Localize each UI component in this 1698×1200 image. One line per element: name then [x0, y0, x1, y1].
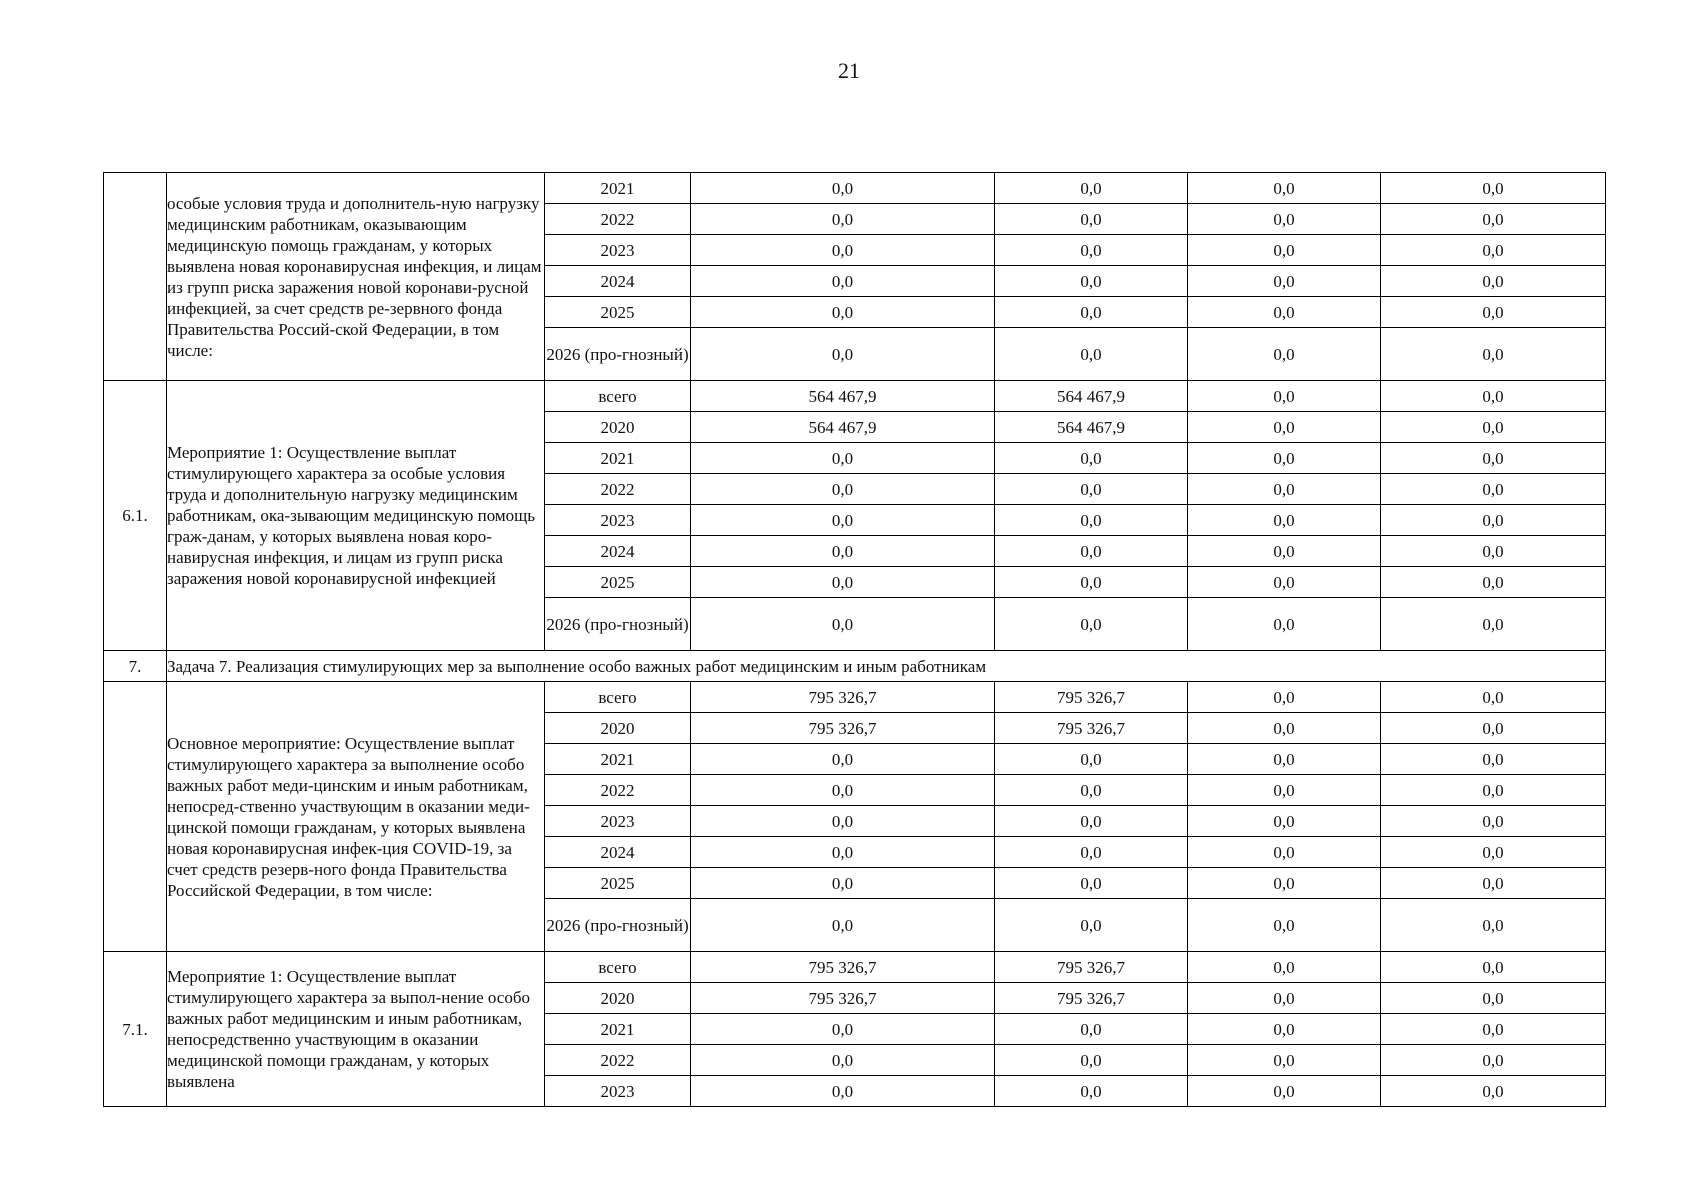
value-cell: 0,0 — [1188, 235, 1381, 266]
value-cell: 564 467,9 — [995, 381, 1188, 412]
value-cell: 0,0 — [995, 868, 1188, 899]
value-cell: 0,0 — [691, 173, 995, 204]
value-cell: 0,0 — [1188, 328, 1381, 381]
value-cell: 0,0 — [1381, 567, 1606, 598]
value-cell: 0,0 — [995, 806, 1188, 837]
year-cell: 2021 — [545, 1014, 691, 1045]
year-cell: 2020 — [545, 983, 691, 1014]
value-cell: 0,0 — [691, 505, 995, 536]
value-cell: 0,0 — [1188, 952, 1381, 983]
value-cell: 0,0 — [691, 443, 995, 474]
year-cell: 2021 — [545, 744, 691, 775]
value-cell: 0,0 — [995, 1076, 1188, 1107]
value-cell: 564 467,9 — [691, 381, 995, 412]
value-cell: 0,0 — [995, 899, 1188, 952]
value-cell: 0,0 — [1188, 173, 1381, 204]
value-cell: 0,0 — [1188, 713, 1381, 744]
year-cell: всего — [545, 952, 691, 983]
item-number: 7.1. — [104, 952, 167, 1107]
value-cell: 0,0 — [995, 235, 1188, 266]
year-cell: 2022 — [545, 204, 691, 235]
value-cell: 0,0 — [1188, 983, 1381, 1014]
value-cell: 0,0 — [1381, 297, 1606, 328]
value-cell: 795 326,7 — [995, 713, 1188, 744]
value-cell: 0,0 — [1188, 868, 1381, 899]
item-number — [104, 173, 167, 381]
value-cell: 0,0 — [1188, 1014, 1381, 1045]
value-cell: 0,0 — [1381, 744, 1606, 775]
task-row — [104, 651, 1606, 682]
value-cell: 0,0 — [995, 775, 1188, 806]
year-cell: 2023 — [545, 505, 691, 536]
value-cell: 0,0 — [691, 266, 995, 297]
value-cell: 0,0 — [691, 297, 995, 328]
table-row — [104, 173, 1606, 204]
year-cell: 2021 — [545, 443, 691, 474]
value-cell: 0,0 — [1188, 806, 1381, 837]
value-cell: 0,0 — [691, 1076, 995, 1107]
value-cell: 0,0 — [995, 598, 1188, 651]
value-cell: 0,0 — [691, 868, 995, 899]
value-cell: 0,0 — [995, 1014, 1188, 1045]
value-cell: 0,0 — [1381, 443, 1606, 474]
value-cell: 0,0 — [995, 297, 1188, 328]
value-cell: 0,0 — [1381, 204, 1606, 235]
value-cell: 0,0 — [691, 837, 995, 868]
task-title: Задача 7. Реализация стимулирующих мер за выполнение особо важных работ медицинским и иным работникам — [167, 651, 1606, 682]
value-cell: 0,0 — [995, 204, 1188, 235]
value-cell: 0,0 — [691, 775, 995, 806]
table-row — [104, 682, 1606, 713]
value-cell: 0,0 — [1188, 266, 1381, 297]
year-cell: 2024 — [545, 837, 691, 868]
value-cell: 0,0 — [1188, 505, 1381, 536]
year-cell: 2025 — [545, 868, 691, 899]
value-cell: 795 326,7 — [995, 983, 1188, 1014]
year-cell: 2022 — [545, 1045, 691, 1076]
value-cell: 0,0 — [1381, 381, 1606, 412]
table-row — [104, 952, 1606, 983]
value-cell: 0,0 — [691, 474, 995, 505]
value-cell: 0,0 — [1188, 744, 1381, 775]
item-description: Мероприятие 1: Осуществление выплат стимулирующего характера за особые условия труда и дополнительную нагрузку медицинским работникам, ока-зывающим медицинскую помощь граж-данам, у которых выявлена новая коро-навирусная инфекция, и лицам из групп риска заражения новой коронавирусной инфекцией — [167, 381, 545, 651]
value-cell: 0,0 — [995, 1045, 1188, 1076]
value-cell: 795 326,7 — [691, 713, 995, 744]
value-cell: 0,0 — [1188, 775, 1381, 806]
value-cell: 0,0 — [1381, 806, 1606, 837]
value-cell: 0,0 — [1381, 983, 1606, 1014]
value-cell: 0,0 — [1381, 474, 1606, 505]
value-cell: 0,0 — [1381, 899, 1606, 952]
value-cell: 0,0 — [1188, 297, 1381, 328]
value-cell: 0,0 — [1381, 1045, 1606, 1076]
value-cell: 0,0 — [1188, 598, 1381, 651]
value-cell: 0,0 — [1188, 412, 1381, 443]
table-row — [104, 381, 1606, 412]
task-number: 7. — [104, 651, 167, 682]
value-cell: 0,0 — [995, 443, 1188, 474]
value-cell: 0,0 — [1188, 474, 1381, 505]
year-cell: всего — [545, 381, 691, 412]
value-cell: 0,0 — [995, 474, 1188, 505]
value-cell: 0,0 — [1381, 1014, 1606, 1045]
year-cell: 2022 — [545, 775, 691, 806]
year-cell: 2021 — [545, 173, 691, 204]
value-cell: 0,0 — [1381, 412, 1606, 443]
value-cell: 0,0 — [691, 328, 995, 381]
value-cell: 0,0 — [995, 837, 1188, 868]
budget-table-body — [104, 173, 1606, 1107]
year-cell: 2022 — [545, 474, 691, 505]
year-cell: 2024 — [545, 266, 691, 297]
value-cell: 795 326,7 — [691, 983, 995, 1014]
value-cell: 0,0 — [995, 266, 1188, 297]
item-number: 6.1. — [104, 381, 167, 651]
year-cell: 2025 — [545, 567, 691, 598]
value-cell: 0,0 — [995, 567, 1188, 598]
value-cell: 0,0 — [1381, 837, 1606, 868]
value-cell: 0,0 — [1188, 567, 1381, 598]
year-cell: 2020 — [545, 713, 691, 744]
value-cell: 0,0 — [1381, 235, 1606, 266]
value-cell: 0,0 — [1381, 1076, 1606, 1107]
year-cell: 2024 — [545, 536, 691, 567]
value-cell: 0,0 — [1188, 536, 1381, 567]
year-cell: 2026 (про-гнозный) — [545, 598, 691, 651]
year-cell: 2026 (про-гнозный) — [545, 899, 691, 952]
value-cell: 0,0 — [995, 173, 1188, 204]
budget-table — [103, 172, 1606, 1107]
value-cell: 0,0 — [1381, 598, 1606, 651]
item-description: Мероприятие 1: Осуществление выплат стимулирующего характера за выпол-нение особо важных работ медицинским и иным работникам, непосредственно участвующим в оказании медицинской помощи гражданам, у которых выявлена — [167, 952, 545, 1107]
value-cell: 0,0 — [995, 328, 1188, 381]
value-cell: 0,0 — [1188, 1045, 1381, 1076]
value-cell: 564 467,9 — [691, 412, 995, 443]
value-cell: 795 326,7 — [995, 682, 1188, 713]
value-cell: 0,0 — [1381, 682, 1606, 713]
value-cell: 0,0 — [995, 505, 1188, 536]
year-cell: 2023 — [545, 235, 691, 266]
value-cell: 0,0 — [1381, 775, 1606, 806]
value-cell: 0,0 — [1381, 173, 1606, 204]
value-cell: 0,0 — [691, 204, 995, 235]
value-cell: 0,0 — [1381, 266, 1606, 297]
value-cell: 0,0 — [691, 1014, 995, 1045]
value-cell: 0,0 — [1188, 899, 1381, 952]
value-cell: 0,0 — [1381, 952, 1606, 983]
year-cell: 2023 — [545, 806, 691, 837]
value-cell: 0,0 — [1381, 328, 1606, 381]
value-cell: 0,0 — [1381, 536, 1606, 567]
item-number — [104, 682, 167, 952]
value-cell: 795 326,7 — [995, 952, 1188, 983]
value-cell: 0,0 — [1188, 1076, 1381, 1107]
value-cell: 0,0 — [995, 536, 1188, 567]
value-cell: 0,0 — [691, 744, 995, 775]
year-cell: 2025 — [545, 297, 691, 328]
value-cell: 0,0 — [1381, 505, 1606, 536]
value-cell: 0,0 — [1188, 204, 1381, 235]
value-cell: 0,0 — [691, 235, 995, 266]
value-cell: 0,0 — [691, 899, 995, 952]
value-cell: 0,0 — [1188, 443, 1381, 474]
value-cell: 0,0 — [995, 744, 1188, 775]
value-cell: 0,0 — [691, 567, 995, 598]
value-cell: 795 326,7 — [691, 952, 995, 983]
value-cell: 0,0 — [1188, 381, 1381, 412]
value-cell: 0,0 — [1381, 713, 1606, 744]
item-description: Основное мероприятие: Осуществление выплат стимулирующего характера за выполнение особо важных работ меди-цинским и иным работникам, непосред-ственно участвующим в оказании меди-цинской помощи гражданам, у которых выявлена новая коронавирусная инфек-ция COVID-19, за счет средств резерв-ного фонда Правительства Российской Федерации, в том числе: — [167, 682, 545, 952]
value-cell: 795 326,7 — [691, 682, 995, 713]
value-cell: 0,0 — [1381, 868, 1606, 899]
year-cell: 2026 (про-гнозный) — [545, 328, 691, 381]
value-cell: 0,0 — [1188, 837, 1381, 868]
value-cell: 0,0 — [691, 1045, 995, 1076]
value-cell: 0,0 — [691, 598, 995, 651]
year-cell: 2020 — [545, 412, 691, 443]
value-cell: 0,0 — [691, 536, 995, 567]
year-cell: 2023 — [545, 1076, 691, 1107]
item-description: особые условия труда и дополнитель-ную нагрузку медицинским работникам, оказывающим медицинскую помощь гражданам, у которых выявлена новая коронавирусная инфекция, и лицам из групп риска заражения новой коронави-русной инфекцией, за счет средств ре-зервного фонда Правительства Россий-ской Федерации, в том числе: — [167, 173, 545, 381]
page-number: 21 — [838, 58, 860, 83]
value-cell: 0,0 — [691, 806, 995, 837]
year-cell: всего — [545, 682, 691, 713]
value-cell: 0,0 — [1188, 682, 1381, 713]
value-cell: 564 467,9 — [995, 412, 1188, 443]
